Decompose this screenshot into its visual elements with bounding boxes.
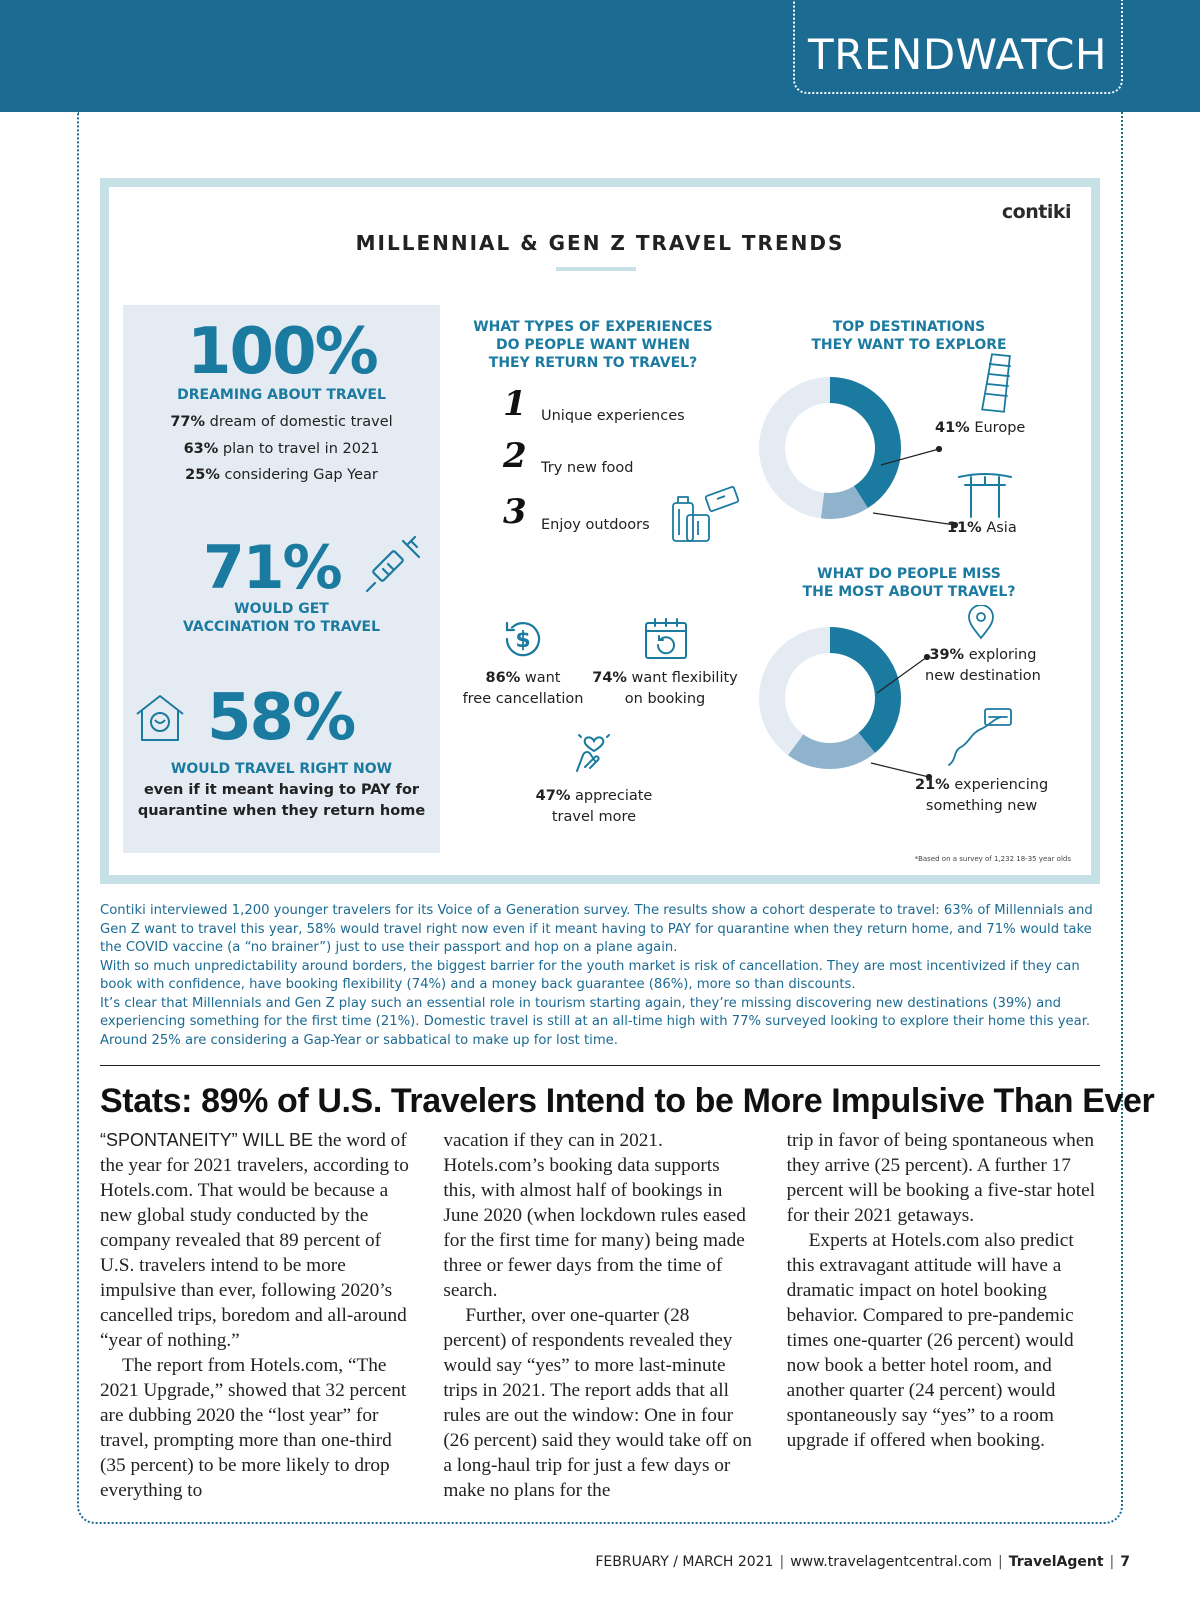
travel-now-line-1: even if it meant having to PAY for — [143, 782, 420, 798]
syringe-icon — [363, 531, 427, 595]
something-new-label: 21% experiencing something new — [915, 777, 1049, 814]
flexibility-stat: 74% want flexibility on booking — [592, 670, 738, 707]
caption-paragraph-2: With so much unpredictability around borders, the biggest barrier for the youth market is risk of cancellation. They are most incentivized if they can book with confidence, have booking flexibility (74%) and a money back guarantee (86%), more so than discounts. — [100, 958, 1080, 992]
map-route-icon — [945, 705, 1015, 773]
infographic — [100, 178, 1100, 884]
caption-paragraph-1: Contiki interviewed 1,200 younger travelers for its Voice of a Generation survey. The results show a cohort desperate to travel: 63% of Millennials and Gen Z want to travel this year, 58% would travel right now even if it meant having to PAY for quarantine when they return home, and 71% would take the COVID vaccine (a “no brainer”) just to use their passport and hop on a plane again. — [100, 903, 1093, 955]
torii-gate-icon — [957, 471, 1013, 519]
travel-now-caption: WOULD TRAVEL RIGHT NOW — [170, 761, 393, 777]
heart-hands-icon — [571, 727, 617, 773]
asia-label: 11% Asia — [947, 520, 1017, 536]
article-paragraph-5: trip in favor of being spontaneous when they arrive (25 percent). A further 17 percent will be booking a five-star hotel for their 2021 getaways. — [786, 1130, 1096, 1226]
free-cancellation-stat: 86% want free cancellation — [462, 670, 584, 707]
article-headline: Stats: 89% of U.S. Travelers Intend to be More Impulsive Than Ever — [100, 1082, 1155, 1120]
vaccination-caption-1: WOULD GET — [234, 601, 329, 617]
svg-text:$: $ — [515, 628, 531, 653]
europe-label: 41% Europe — [935, 420, 1026, 436]
website-url[interactable]: www.travelagentcentral.com — [790, 1554, 993, 1570]
stat-58-percent: 58% — [207, 681, 355, 755]
section-title: TRENDWATCH — [808, 30, 1107, 79]
left-stats-panel — [123, 305, 440, 853]
contiki-logo: contiki — [1001, 201, 1071, 223]
page-number: 7 — [1120, 1554, 1130, 1570]
stat-domestic: 77% dream of domestic travel — [170, 414, 393, 430]
experiences-heading: WHAT TYPES OF EXPERIENCES DO PEOPLE WANT WHEN THEY RETURN TO TRAVEL? — [473, 319, 713, 371]
travel-now-line-2: quarantine when they return home — [137, 803, 426, 819]
rank-3-number: 3 — [503, 492, 527, 532]
luggage-tickets-icon — [669, 485, 745, 547]
page-footer: FEBRUARY / MARCH 2021 | www.travelagentcentral.com | TravelAgent | 7 — [595, 1554, 1130, 1570]
refund-dollar-icon — [501, 617, 545, 661]
location-pin-icon — [965, 605, 997, 641]
calendar-refresh-icon — [643, 617, 689, 661]
rank-1-label: Unique experiences — [541, 408, 685, 424]
destinations-heading: TOP DESTINATIONS THEY WANT TO EXPLORE — [811, 319, 1007, 353]
header-bar — [0, 0, 1200, 112]
article-column-1 — [100, 1128, 413, 1501]
leaning-tower-icon — [977, 349, 1019, 415]
infographic-caption — [100, 902, 1100, 1050]
exploring-label: 39% exploring new destination — [925, 647, 1041, 684]
vaccination-caption-2: VACCINATION TO TRAVEL — [182, 619, 381, 635]
rank-3-label: Enjoy outdoors — [541, 517, 650, 533]
section-tab — [793, 0, 1123, 94]
article-column-3 — [787, 1128, 1100, 1498]
magazine-name: TravelAgent — [1008, 1554, 1104, 1570]
rank-2-number: 2 — [503, 436, 527, 476]
stat-plan-2021: 63% plan to travel in 2021 — [183, 441, 380, 457]
stat-71-percent: 71% — [203, 533, 341, 603]
article-paragraph-4: Further, over one-quarter (28 percent) of respondents revealed they would say “yes” to more last-minute trips in 2021. The report adds that all rules are out the window: One in four (26 percent) said they would take off on a long-haul trip for just a few days or make no plans for the — [443, 1305, 752, 1501]
article-paragraph-6: Experts at Hotels.com also predict this extravagant attitude will have a dramatic impact on hotel booking behavior. Compared to pre-pandemic times one-quarter (26 percent) would now book a better hotel room, and another quarter (24 percent) would spontaneously say “yes” to a room upgrade if offered when booking. — [786, 1230, 1074, 1451]
dreaming-caption: DREAMING ABOUT TRAVEL — [177, 387, 386, 403]
rank-1-number: 1 — [503, 384, 527, 424]
article-paragraph-1: “SPONTANEITY” WILL BE the word of the year for 2021 travelers, according to Hotels.com. That would be because a new global study conducted by the company revealed that 89 percent of U.S. travelers intend to be more impulsive than ever, following 2020’s cancelled trips, boredom and all-around “year of nothing.” — [100, 1130, 409, 1351]
appreciate-travel-stat: 47% appreciate travel more — [535, 788, 653, 825]
section-divider — [100, 1065, 1100, 1066]
article-body — [100, 1128, 1100, 1501]
stat-gap-year: 25% considering Gap Year — [185, 467, 378, 483]
article-paragraph-3: vacation if they can in 2021. Hotels.com’s booking data supports this, with almost half of bookings in June 2020 (when lockdown rules eased for the first time for many) being made three or fewer days from the time of search. — [443, 1130, 746, 1301]
article-paragraph-2: The report from Hotels.com, “The 2021 Upgrade,” showed that 32 percent are dubbing 2020 the “lost year” for travel, prompting more than one-third (35 percent) to be more likely to drop everything to — [100, 1355, 407, 1501]
house-quarantine-icon — [133, 690, 187, 744]
stat-100-percent: 100% — [187, 315, 377, 389]
lead-in-caps: “SPONTANEITY” WILL BE — [100, 1130, 314, 1150]
issue-date: FEBRUARY / MARCH 2021 — [595, 1554, 774, 1570]
infographic-title: MILLENNIAL & GEN Z TRAVEL TRENDS — [355, 231, 845, 255]
caption-paragraph-3: It’s clear that Millennials and Gen Z play such an essential role in tourism starting again, they’re missing discovering new destinations (39%) and experiencing something for the first time (21%). Domestic travel is still at an all-time high with 77% surveyed looking to explore their home this year. Around 25% are considering a Gap-Year or sabbatical to make up for lost time. — [100, 995, 1091, 1048]
survey-footnote: *Based on a survey of 1,232 18-35 year olds — [914, 855, 1071, 863]
rank-2-label: Try new food — [541, 460, 634, 476]
title-underline — [556, 267, 636, 271]
article-column-2 — [443, 1128, 756, 1501]
miss-heading: WHAT DO PEOPLE MISS THE MOST ABOUT TRAVEL? — [802, 566, 1016, 600]
